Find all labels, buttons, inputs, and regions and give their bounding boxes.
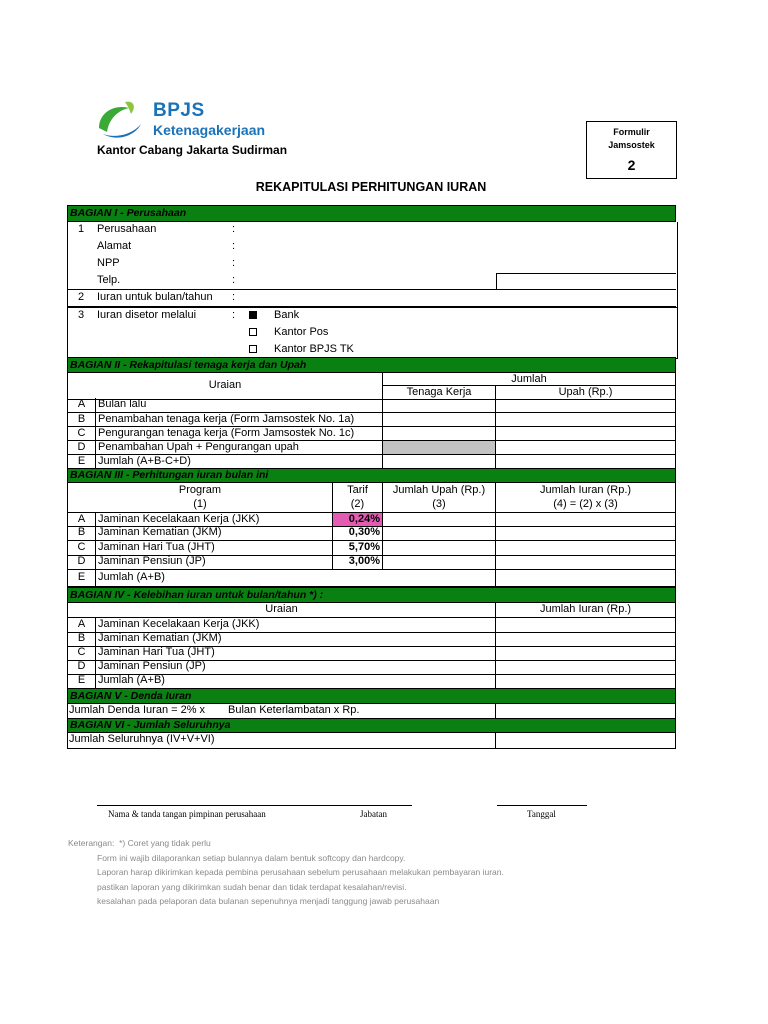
row-code: E	[67, 569, 95, 587]
office-name: Kantor Cabang Jakarta Sudirman	[97, 143, 288, 157]
option-kantor-pos-label: Kantor Pos	[274, 326, 329, 338]
row-code: C	[67, 646, 95, 661]
row-label: Jaminan Kematian (JKM)	[95, 526, 333, 541]
bpjs-logo-icon	[95, 98, 151, 140]
row-code: C	[67, 541, 95, 556]
row-code: D	[67, 441, 95, 455]
col-jumlah-iuran: Jumlah Iuran (Rp.)	[496, 603, 676, 618]
col-upah: Upah (Rp.)	[496, 386, 676, 400]
notes	[68, 836, 504, 909]
s1-no: 3	[77, 309, 85, 321]
col-program	[67, 483, 333, 513]
brand-name: BPJS	[153, 100, 205, 121]
input-cell[interactable]	[496, 413, 676, 427]
total-value-cell[interactable]	[496, 733, 676, 749]
input-cell[interactable]	[496, 569, 676, 587]
input-cell[interactable]	[496, 674, 676, 689]
row-label: Jaminan Kecelakaan Kerja (JKK)	[95, 512, 333, 527]
colon: :	[232, 274, 236, 286]
col-tarif	[333, 483, 383, 513]
col-jumlah-upah-num: (3)	[432, 498, 446, 510]
input-cell[interactable]	[496, 555, 676, 570]
input-cell[interactable]	[496, 660, 676, 675]
signature-line	[97, 805, 412, 806]
col-jumlah-upah	[383, 483, 496, 513]
input-cell[interactable]	[383, 512, 496, 527]
input-cell[interactable]	[383, 413, 496, 427]
total-row-label: Jumlah Seluruhnya (IV+V+VI)	[67, 733, 496, 749]
row-code: E	[67, 674, 95, 689]
row-label: Jumlah (A+B)	[95, 674, 496, 689]
row-label: Jaminan Hari Tua (JHT)	[95, 646, 496, 661]
form-number: 2	[627, 157, 636, 173]
row-label: Bulan lalu	[95, 398, 383, 413]
col-program-num: (1)	[193, 498, 207, 510]
colon: :	[232, 240, 236, 252]
section-5-header: BAGIAN V - Denda Iuran	[67, 688, 676, 704]
s1-label: Telp.	[97, 274, 121, 286]
col-program-title: Program	[178, 484, 222, 496]
form-id-box	[586, 121, 677, 179]
input-cell[interactable]	[496, 512, 676, 527]
row-code: A	[67, 398, 95, 413]
input-cell[interactable]	[496, 646, 676, 661]
colon: :	[232, 291, 236, 303]
tarif-jkm: 0,30%	[333, 526, 383, 541]
row-code: D	[67, 660, 95, 675]
form-label-2: Jamsostek	[608, 140, 655, 150]
note-line: Form ini wajib dilaporankan setiap bulannya dalam bentuk softcopy dan hardcopy.	[97, 852, 406, 863]
colon: :	[232, 257, 236, 269]
row-code: D	[67, 555, 95, 570]
input-cell[interactable]	[496, 618, 676, 633]
option-bank-label: Bank	[274, 309, 300, 321]
section-6-header: BAGIAN VI - Jumlah Seluruhnya	[67, 718, 676, 733]
input-cell[interactable]	[496, 427, 676, 441]
row-label: Jaminan Pensiun (JP)	[95, 660, 496, 675]
note-line: *) Coret yang tidak perlu	[119, 838, 211, 848]
input-cell[interactable]	[383, 526, 496, 541]
note-line: pastikan laporan yang dikirimkan sudah benar dan tidak terdapat kesalahan/revisi.	[97, 881, 407, 892]
row-label: Jumlah (A+B-C+D)	[95, 455, 383, 469]
input-cell[interactable]	[383, 455, 496, 469]
note-line: Laporan harap dikirimkan kepada pembina perusahaan sebelum perusahaan melakukan pembayaran iuran.	[97, 867, 504, 877]
denda-label: Jumlah Denda Iuran = 2% x	[69, 704, 206, 716]
row-code: B	[67, 526, 95, 541]
signature-name-label: Nama & tanda tangan pimpinan perusahaan	[108, 809, 266, 819]
colon: :	[232, 223, 236, 235]
row-code: A	[67, 512, 95, 527]
checkbox-bank[interactable]	[249, 311, 257, 319]
input-cell[interactable]	[496, 455, 676, 469]
input-cell[interactable]	[496, 541, 676, 556]
s1-label: Perusahaan	[97, 223, 157, 235]
row-label: Jaminan Kecelakaan Kerja (JKK)	[95, 618, 496, 633]
page-title: REKAPITULASI PERHITUNGAN IURAN	[255, 180, 487, 194]
col-jumlah-iuran	[496, 483, 676, 513]
row-label: Jaminan Kematian (JKM)	[95, 632, 496, 647]
s1-label: Iuran untuk bulan/tahun	[97, 291, 213, 303]
s1-no: 1	[77, 223, 85, 235]
tarif-jht: 5,70%	[333, 541, 383, 556]
s1-no: 2	[77, 291, 85, 303]
col-jumlah-upah-title: Jumlah Upah (Rp.)	[392, 484, 486, 496]
row-label: Jumlah (A+B)	[95, 569, 496, 587]
input-cell[interactable]	[383, 555, 496, 570]
notes-label: Keterangan:	[68, 838, 115, 848]
row-code: B	[67, 632, 95, 647]
input-cell[interactable]	[496, 526, 676, 541]
note-line: kesalahan pada pelaporan data bulanan sepenuhnya menjadi tanggung jawab perusahaan	[97, 896, 440, 906]
s1-label: Alamat	[97, 240, 132, 252]
section-2-header: BAGIAN II - Rekapitulasi tenaga kerja dan Upah	[67, 357, 676, 373]
section-3-header: BAGIAN III - Perhitungan iuran bulan ini	[67, 468, 676, 483]
denda-row	[67, 704, 496, 719]
input-cell[interactable]	[383, 541, 496, 556]
colon: :	[232, 309, 236, 321]
col-jumlah-iuran-num: (4) = (2) x (3)	[553, 498, 618, 510]
row-label: Jaminan Hari Tua (JHT)	[95, 541, 333, 556]
input-cell[interactable]	[496, 632, 676, 647]
checkbox-kantor-pos[interactable]	[249, 328, 257, 336]
s1-label: NPP	[97, 257, 120, 269]
col-uraian: Uraian	[67, 373, 383, 400]
row-code: C	[67, 427, 95, 441]
tarif-jkk: 0,24%	[333, 512, 383, 527]
input-cell[interactable]	[383, 427, 496, 441]
row-label: Pengurangan tenaga kerja (Form Jamsostek No. 1c)	[95, 427, 383, 441]
row-code: A	[67, 618, 95, 633]
col-tarif-num: (2)	[350, 498, 365, 510]
col-tarif-title: Tarif	[347, 484, 368, 496]
tarif-jp: 3,00%	[333, 555, 383, 570]
input-cell[interactable]	[383, 398, 496, 413]
form-label-1: Formulir	[613, 127, 650, 137]
row-label: Jaminan Pensiun (JP)	[95, 555, 333, 570]
s1-label: Iuran disetor melalui	[97, 309, 197, 321]
denda-label-2: Bulan Keterlambatan x Rp.	[228, 704, 360, 716]
col-tenaga-kerja: Tenaga Kerja	[383, 386, 496, 400]
col-uraian: Uraian	[67, 603, 496, 618]
brand-subtitle: Ketenagakerjaan	[153, 122, 266, 138]
input-cell[interactable]	[496, 398, 676, 413]
signature-position-label: Jabatan	[360, 809, 387, 819]
col-jumlah-iuran-title: Jumlah Iuran (Rp.)	[539, 484, 632, 496]
col-jumlah: Jumlah	[383, 373, 676, 386]
signature-date-label: Tanggal	[527, 809, 556, 819]
section-4-header: BAGIAN IV - Kelebihan iuran untuk bulan/tahun *) :	[67, 587, 676, 603]
section-1-header: BAGIAN I - Perusahaan	[67, 205, 676, 222]
option-kantor-bpjs-label: Kantor BPJS TK	[274, 343, 354, 355]
telp-value-cell[interactable]	[496, 273, 676, 290]
row-code: E	[67, 455, 95, 469]
row-code: B	[67, 413, 95, 427]
input-cell[interactable]	[496, 441, 676, 455]
date-line	[497, 805, 587, 806]
row-label: Penambahan Upah + Pengurangan upah	[95, 441, 383, 455]
row-label: Penambahan tenaga kerja (Form Jamsostek No. 1a)	[95, 413, 383, 427]
checkbox-kantor-bpjs[interactable]	[249, 345, 257, 353]
bpjs-logo	[95, 98, 285, 140]
denda-value-cell[interactable]	[496, 704, 676, 719]
disabled-cell	[383, 441, 496, 455]
